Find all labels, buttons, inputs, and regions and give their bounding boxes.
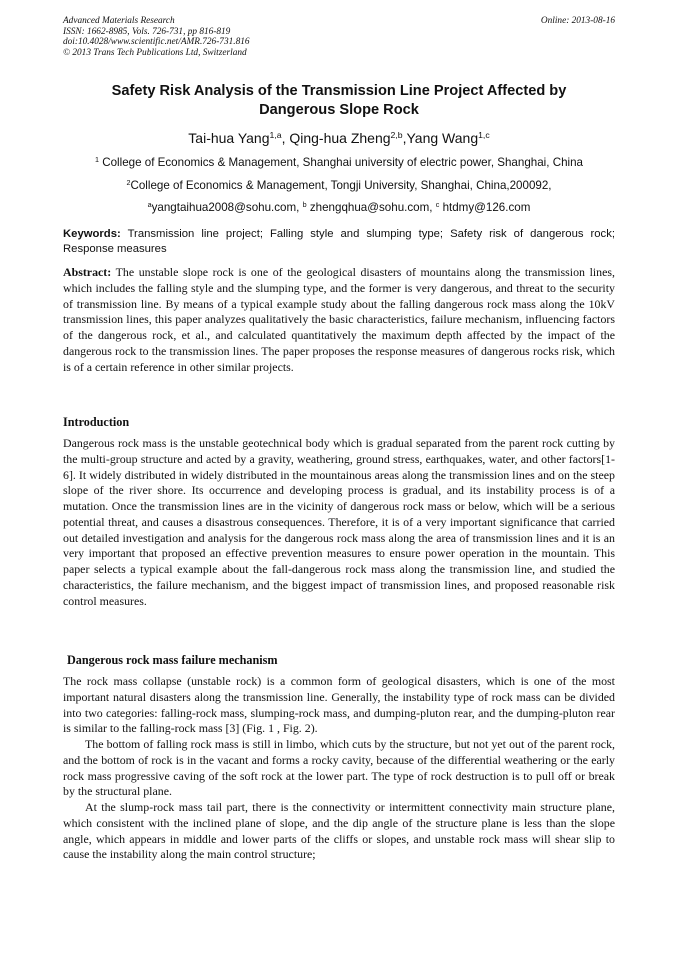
abstract-block	[63, 265, 615, 375]
affiliation-2	[63, 179, 615, 193]
journal-copyright: © 2013 Trans Tech Publications Ltd, Switzerland	[63, 47, 247, 58]
email-link[interactable]: yangtaihua2008@sohu.com,	[151, 201, 300, 214]
author-superscript: 2,b	[390, 130, 403, 141]
paper-title	[63, 82, 615, 119]
author-list: Tai-hua Yang$^{1,a}$, Qing-hua Zheng$^{2,b}$,Yang Wang$^{1,c}$	[188, 130, 490, 146]
keywords-block	[63, 227, 615, 256]
introduction-paragraph: Dangerous rock mass is the unstable geotechnical body which is gradual separated from the parent rock cutting by the multi-group structure and acted by a gravity, weathering, ground stress, earthquakes, water, and other factors[1-6]. It widely distributed in widely distributed in the mountainous areas along the transmission lines and on the steep slope of the river shore. Its occurrence and developing process is gradual, and its instability process is of a mutation. Once the transmission lines are in the vicinity of dangerous rock mass or below, which will be a serious potential threat, and causes a disastrous consequences. Therefore, it is of a very important significance that carried out detailed investigation and analysis for the dangerous rock mass along the area of transmission lines and it is an very important that proposed an effective prevention measures to ensure power operation in the mountain. This paper selects a typical example about the fall-dangerous rock mass along the transmission line, and studied the characteristics, the failure mechanism, and the biggest impact of transmission lines, and proposed reasonable risk control measures.	[63, 436, 615, 608]
email-superscript: a	[147, 200, 152, 210]
journal-issn: ISSN: 1662-8985, Vols. 726-731, pp 816-819	[63, 26, 231, 37]
author-name: Tai-hua Yang	[188, 130, 270, 146]
keywords-text: Transmission line project; Falling style and slumping type; Safety risk of dangerous rock; Response measures	[63, 228, 615, 255]
paragraph: The bottom of falling rock mass is still in limbo, which cuts by the structure, but not yet out of the parent rock, and the bottom of rock is in the vacant and forms a rocky cavity, because of the differential weathering or the early rock mass progressive caving of the soft rock at the lower part. The type of rock destruction is to pull off or break by the structural plane.	[63, 737, 615, 799]
paragraph: The rock mass collapse (unstable rock) is a common form of geological disasters, which is one of the most important natural disasters along the transmission line. Generally, the instability type of rock mass can be divided into two categories: falling-rock mass, slumping-rock mass, and dumping-pluton rear, and the dumping-pluton rear is similar to the falling-rock mass [3] (Fig. 1 , Fig. 2).	[63, 674, 615, 736]
affiliation-text: College of Economics & Management, Shanghai university of electric power, Shanghai, China	[102, 156, 583, 169]
title-line-1: Safety Risk Analysis of the Transmission Line Project Affected by	[111, 83, 567, 99]
online-date: Online: 2013-08-16	[540, 16, 615, 26]
section-heading-introduction: Introduction	[63, 415, 130, 429]
abstract-text: The unstable slope rock is one of the geological disasters of mountains along the transmission lines, which includes the falling style and the slumping type, and the former is very dangerous, and threat to the security of transmission line. By means of a typical example study about the falling dangerous rock mass along the 10kV transmission lines, this paper analyzes qualitatively the basic characteristics, failure mechanism, influencing factors of the dangerous rock, et al., and calculated quantitatively the maximum depth affected by the impact of the dangerous rock to the transmission lines. The paper proposes the response measures of dangerous rocks risk, which is of a certain reference in other similar projects.	[63, 265, 616, 374]
failure-mechanism-body	[63, 674, 615, 863]
author-name: Qing-hua Zheng	[289, 130, 391, 146]
journal-name: Advanced Materials Research	[63, 16, 175, 26]
author-emails	[63, 201, 615, 215]
author-name: Yang Wang	[406, 130, 479, 146]
author-superscript: 1,a	[269, 130, 282, 141]
section-heading-failure-mechanism: Dangerous rock mass failure mechanism	[67, 653, 278, 667]
journal-doi: doi:10.4028/www.scientific.net/AMR.726-731.816	[63, 37, 250, 48]
journal-header	[63, 16, 250, 58]
affiliation-superscript: 2	[126, 178, 131, 188]
email-superscript: c	[435, 200, 440, 210]
affiliation-text: College of Economics & Management, Tongji University, Shanghai, China,200092,	[130, 179, 552, 192]
email-superscript: b	[302, 200, 307, 210]
paragraph: At the slump-rock mass tail part, there is the connectivity or intermittent connectivity main structure plane, which consistent with the inclined plane of slope, and the dip angle of the structure plane is less than the slope angle, which appears in middle and lower parts of the cliffs or slopes, and unstable rock mass will shear slip to cause the instability along the main control structure;	[63, 800, 615, 862]
title-line-2: Dangerous Slope Rock	[259, 101, 419, 118]
email-link[interactable]: htdmy@126.com	[442, 201, 531, 214]
email-link[interactable]: zhengqhua@sohu.com,	[309, 201, 433, 214]
abstract-label: Abstract:	[63, 265, 112, 279]
affiliation-superscript: 1	[94, 155, 99, 165]
affiliation-1	[63, 156, 615, 170]
author-superscript: 1,c	[478, 130, 490, 141]
keywords-label: Keywords:	[63, 228, 121, 240]
